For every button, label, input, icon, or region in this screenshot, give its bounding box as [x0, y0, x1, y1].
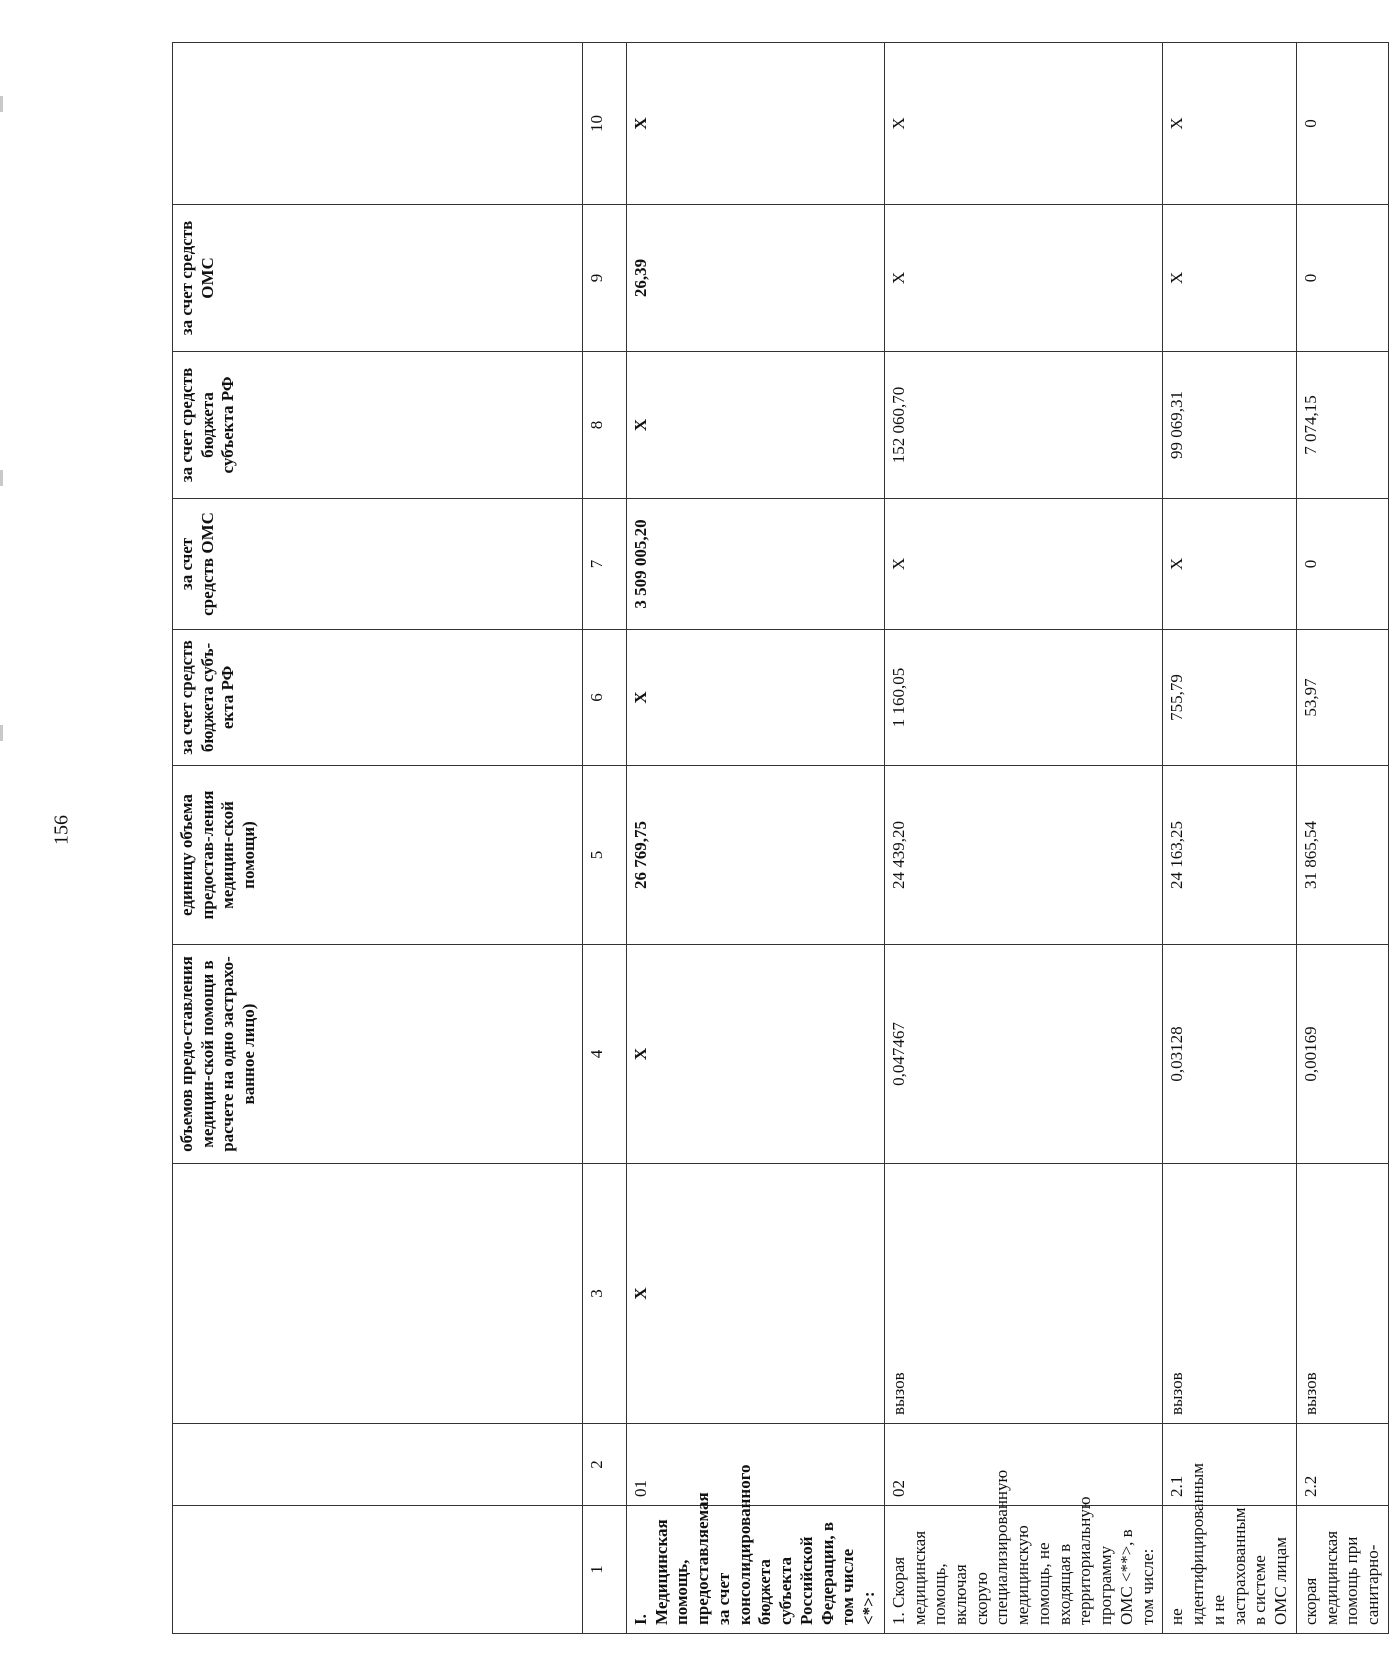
column-number-row: [583, 43, 627, 1634]
row-regional-total: 152 060,70: [884, 352, 1163, 499]
column-number: 9: [583, 205, 627, 352]
column-number: 5: [583, 766, 627, 945]
row-unit: вызов: [884, 1164, 1163, 1424]
row-name: не идентифицированным и не застрахованным в системе ОМС лицам: [1163, 1506, 1296, 1634]
row-oms-total: 26,39: [627, 205, 885, 352]
row-oms-total: X: [1163, 205, 1296, 352]
row-oms-per-capita: X: [1163, 499, 1296, 630]
header-cell-col3: [173, 1164, 583, 1424]
row-cost-per-unit: 31 865,54: [1296, 766, 1388, 945]
column-number: 10: [583, 43, 627, 205]
row-code: 02: [884, 1424, 1163, 1506]
header-cell-regional-budget-total: за счет средств бюджета субъекта РФ: [173, 352, 583, 499]
row-volume: 0,03128: [1163, 945, 1296, 1164]
row-regional-per-capita: X: [627, 630, 885, 766]
header-row: [173, 43, 583, 1634]
scan-mark: [0, 470, 3, 486]
header-cell-col2: [173, 1424, 583, 1506]
row-code: 2.2: [1296, 1424, 1388, 1506]
row-volume: 0,047467: [884, 945, 1163, 1164]
row-col10: X: [1163, 43, 1296, 205]
row-regional-total: 7 074,15: [1296, 352, 1388, 499]
header-cell-oms-funds: за счет средств ОМС: [173, 499, 583, 630]
table-row: [884, 43, 1163, 1634]
row-unit: X: [627, 1164, 885, 1424]
column-number: 2: [583, 1424, 627, 1506]
row-unit: вызов: [1296, 1164, 1388, 1424]
row-name: скорая медицинская помощь при санитарно-: [1296, 1506, 1388, 1634]
row-name: 1. Скорая медицинская помощь, включая скорую специализированную медицинскую помощь, не входящая в территориальную программу ОМС <**>, в том числе:: [884, 1506, 1163, 1634]
row-volume: X: [627, 945, 885, 1164]
header-cell-col10: [173, 43, 583, 205]
row-col10: 0: [1296, 43, 1388, 205]
row-regional-total: 99 069,31: [1163, 352, 1296, 499]
row-volume: 0,00169: [1296, 945, 1388, 1164]
page-number: 156: [50, 815, 73, 845]
column-number: 8: [583, 352, 627, 499]
row-regional-total: X: [627, 352, 885, 499]
column-number: 4: [583, 945, 627, 1164]
row-code: 01: [627, 1424, 885, 1506]
column-number: 6: [583, 630, 627, 766]
row-regional-per-capita: 755,79: [1163, 630, 1296, 766]
table-row: [627, 43, 885, 1634]
header-cell-regional-budget: за счет средств бюджета субъ-екта РФ: [173, 630, 583, 766]
row-oms-per-capita: 0: [1296, 499, 1388, 630]
row-oms-per-capita: 3 509 005,20: [627, 499, 885, 630]
table-row: [1296, 43, 1388, 1634]
row-cost-per-unit: 26 769,75: [627, 766, 885, 945]
rotated-table-frame: [172, 43, 1382, 1634]
row-oms-total: X: [884, 205, 1163, 352]
column-number: 7: [583, 499, 627, 630]
row-cost-per-unit: 24 439,20: [884, 766, 1163, 945]
header-cell-volume-per-insured: объемов предо-ставления медицин-ской помощи в расчете на одно застрахо-ванное лицо): [173, 945, 583, 1164]
column-number: 1: [583, 1506, 627, 1634]
row-oms-per-capita: X: [884, 499, 1163, 630]
table-row: [1163, 43, 1296, 1634]
header-cell-oms-funds-total: за счет средств ОМС: [173, 205, 583, 352]
header-cell-col1: [173, 1506, 583, 1634]
row-regional-per-capita: 1 160,05: [884, 630, 1163, 766]
scan-mark: [0, 96, 3, 112]
header-cell-cost-per-unit: единицу объема предостав-ления медицин-ской помощи): [173, 766, 583, 945]
financing-table: [172, 42, 1389, 1634]
row-name: I. Медицинская помощь, предоставляемая за счет консолидированного бюджета субъекта Российской Федерации, в том числе <*>:: [627, 1506, 885, 1634]
scan-mark: [0, 725, 3, 741]
row-oms-total: 0: [1296, 205, 1388, 352]
row-col10: X: [884, 43, 1163, 205]
row-col10: X: [627, 43, 885, 205]
row-code: 2.1: [1163, 1424, 1296, 1506]
rotated-table-content: [172, 43, 1382, 1634]
row-regional-per-capita: 53,97: [1296, 630, 1388, 766]
column-number: 3: [583, 1164, 627, 1424]
row-cost-per-unit: 24 163,25: [1163, 766, 1296, 945]
row-unit: вызов: [1163, 1164, 1296, 1424]
